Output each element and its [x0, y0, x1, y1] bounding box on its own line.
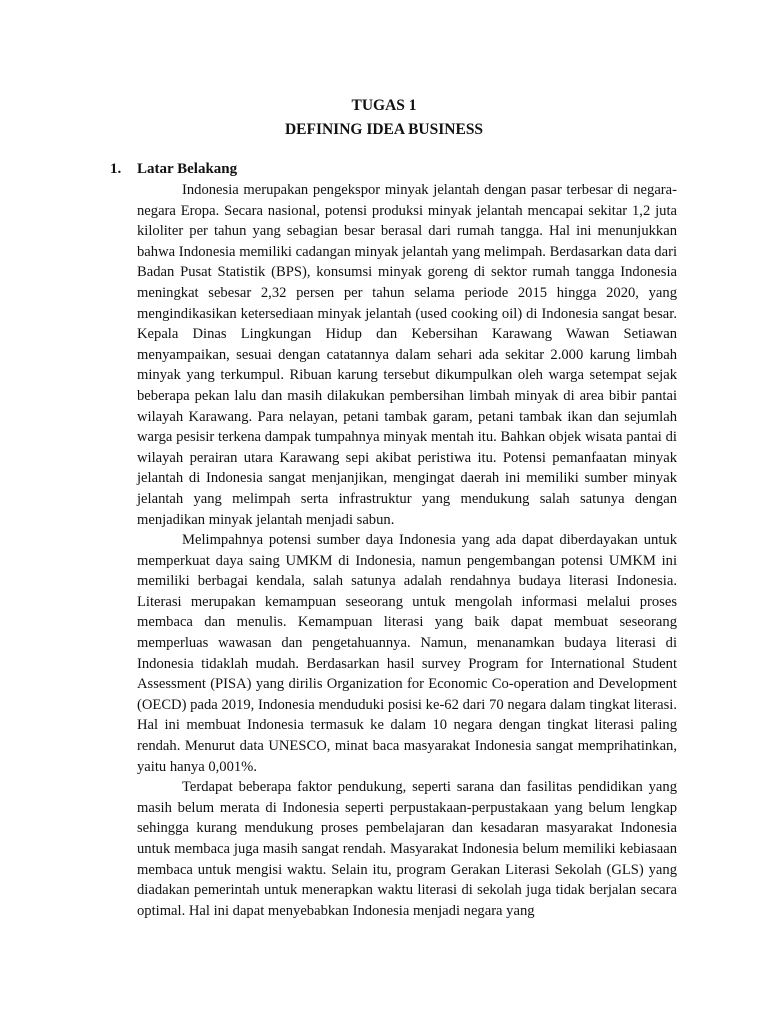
paragraph: Terdapat beberapa faktor pendukung, seperti sarana dan fasilitas pendidikan yang masih belum merata di Indonesia seperti perpustakaan-perpustakaan yang belum lengkap sehingga kurang mendukung proses pembelajaran dan kesadaran masyarakat Indonesia untuk membaca juga masih sangat rendah. Masyarakat Indonesia belum memiliki kebiasaan membaca untuk mengisi waktu. Selain itu, program Gerakan Literasi Sekolah (GLS) yang diadakan pemerintah untuk menerapkan waktu literasi di sekolah juga tidak berjalan secara optimal. Hal ini dapat menyebabkan Indonesia menjadi negara yang: [137, 779, 677, 919]
section-body: [137, 180, 677, 921]
section-title: Latar Belakang: [137, 161, 238, 177]
document-title: [0, 94, 768, 142]
section-number: 1.: [110, 161, 122, 177]
paragraph: Indonesia merupakan pengekspor minyak jelantah dengan pasar terbesar di negara-negara Eropa. Secara nasional, potensi produksi minyak jelantah mencapai sekitar 1,2 juta kiloliter per tahun yang sebagian besar berasal dari rumah tangga. Hal ini menunjukkan bahwa Indonesia memiliki cadangan minyak jelantah yang melimpah. Berdasarkan data dari Badan Pusat Statistik (BPS), konsumsi minyak goreng di sektor rumah tangga Indonesia meningkat sebesar 2,32 persen per tahun selama periode 2015 hingga 2020, yang mengindikasikan ketersediaan minyak jelantah (used cooking oil) di Indonesia sangat besar. Kepala Dinas Lingkungan Hidup dan Kebersihan Karawang Wawan Setiawan menyampaikan, sesuai dengan catatannya dalam sehari ada sekitar 2.000 karung limbah minyak yang terkumpul. Ribuan karung tersebut dikumpulkan oleh warga setempat sejak beberapa pekan lalu dan masih dilakukan pembersihan limbah minyak di area bibir pantai wilayah Karawang. Para nelayan, petani tambak garam, petani tambak ikan dan sejumlah warga pesisir terkena dampak tumpahnya minyak mentah itu. Bahkan objek wisata pantai di wilayah perairan utara Karawang sepi akibat peristiwa itu. Potensi pemanfaatan minyak jelantah di Indonesia sangat menjanjikan, mengingat daerah ini memiliki sumber minyak jelantah yang melimpah serta infrastruktur yang mendukung salah satunya dengan menjadikan minyak jelantah menjadi sabun.: [137, 182, 677, 528]
section-heading: [110, 159, 237, 179]
paragraph: Melimpahnya potensi sumber daya Indonesia yang ada dapat diberdayakan untuk memperkuat daya saing UMKM di Indonesia, namun pengembangan potensi UMKM ini memiliki berbagai kendala, salah satunya adalah rendahnya budaya literasi Indonesia. Literasi merupakan kemampuan seseorang untuk mengolah informasi melalui proses membaca dan menulis. Kemampuan literasi yang baik dapat membuat seseorang memperluas wawasan dan pengetahuannya. Namun, menanamkan budaya literasi di Indonesia tidaklah mudah. Berdasarkan hasil survey Program for International Student Assessment (PISA) yang dirilis Organization for Economic Co-operation and Development (OECD) pada 2019, Indonesia menduduki posisi ke-62 dari 70 negara dalam tingkat literasi. Hal ini membuat Indonesia termasuk ke dalam 10 negara dengan tingkat literasi paling rendah. Menurut data UNESCO, minat baca masyarakat Indonesia sangat memprihatinkan, yaitu hanya 0,001%.: [137, 532, 677, 775]
title-line-2: DEFINING IDEA BUSINESS: [284, 121, 484, 138]
title-line-1: TUGAS 1: [351, 97, 417, 114]
